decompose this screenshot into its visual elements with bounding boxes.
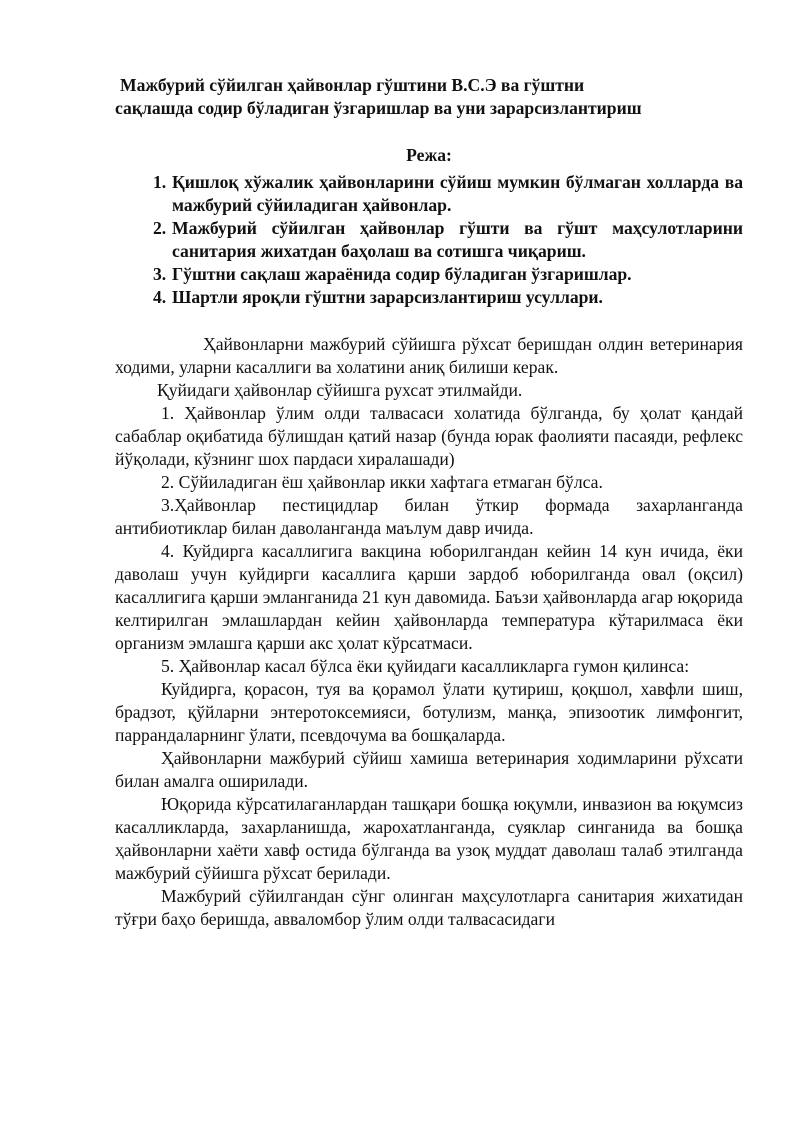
paragraph-item-5: 5. Ҳайвонлар касал бўлса ёки қуйидаги касалликларга гумон қилинса: xyxy=(161,656,690,676)
plan-list xyxy=(115,171,743,309)
title-line-2: сақлашда содир бўладиган ўзгаришлар ва уни зарарсизлантириш xyxy=(115,98,642,118)
paragraph-item-1: 1. Ҳайвонлар ўлим олди талвасаси холатида бўлганда, бу ҳолат қандай сабаблар оқибатида бўлишдан қатий назар (бунда юрак фаолияти пасаяди, рефлекс йўқолади, кўзнинг шох пардаси хиралашади) xyxy=(115,403,743,469)
paragraph-item-4: 4. Куйдирга касаллигига вакцина юборилгандан кейин 14 кун ичида, ёки даволаш учун куйдирги касаллига қарши зардоб юборилганда овал (оқсил) касаллигига қарши эмланганида 21 кун давомида. Баъзи ҳайвонларда агар юқорида келтирилган эмлашлардан кейин ҳайвонларда температура кўтарилмаса ёки организм эмлашга қарши акс ҳолат кўрсатмаси. xyxy=(115,541,743,653)
paragraph-item-3: 3.Ҳайвонлар пестицидлар билан ўткир формада захарланганда антибиотиклар билан даволанганда маълум давр ичида. xyxy=(115,495,743,538)
plan-item-3 xyxy=(153,263,743,286)
paragraph-permission: Ҳайвонларни мажбурий сўйиш хамиша ветеринария ходимларини рўхсати билан амалга оширилади. xyxy=(115,748,743,791)
document-body xyxy=(115,333,743,931)
paragraph-intro: Ҳайвонларни мажбурий сўйишга рўхсат беришдан олдин ветеринария ходими, уларни касаллиги ва холатини аниқ билиши керак. xyxy=(115,334,743,377)
title-line-1: Мажбурий сўйилган ҳайвонлар гўштини В.С.Э ва гўштни xyxy=(120,75,585,95)
document-title xyxy=(115,74,743,120)
paragraph-other-cases: Юқорида кўрсатилаганлардан ташқари бошқа юқумли, инвазион ва юқумсиз касалликларда, захарланишда, жарохатланганда, суяклар синганида ва бошқа ҳайвонларни хаёти хавф остида бўлганда ва узоқ муддат даволаш талаб этилганда мажбурий сўйишга рўхсат берилади. xyxy=(115,794,743,883)
plan-heading: Режа: xyxy=(406,145,452,165)
plan-item-number: 3. xyxy=(153,264,167,284)
plan-item-text: Гўштни сақлаш жараёнида содир бўладиган ўзгаришлар. xyxy=(172,264,632,284)
document-page xyxy=(115,74,743,931)
paragraph-assessment: Мажбурий сўйилгандан сўнг олинган маҳсулотларга санитария жихатидан тўғри баҳо беришда, авваломбор ўлим олди талвасасидаги xyxy=(115,886,743,929)
paragraph-prohibited: Қуйидаги ҳайвонлар сўйишга рухсат этилмайди. xyxy=(157,380,523,400)
plan-item-number: 2. xyxy=(153,218,167,238)
paragraph-item-2: 2. Сўйиладиган ёш ҳайвонлар икки хафтага етмаган бўлса. xyxy=(161,472,603,492)
plan-item-text: Шартли яроқли гўштни зарарсизлантириш усуллари. xyxy=(172,287,603,307)
plan-item-2 xyxy=(153,217,743,263)
plan-item-number: 1. xyxy=(153,172,167,192)
paragraph-disease-list: Куйдирга, қорасон, туя ва қорамол ўлати қутириш, қоқшол, хавфли шиш, брадзот, қўйларни энтеротоксемияси, ботулизм, манқа, эпизоотик лимфонгит, паррандаларнинг ўлати, псевдочума ва бошқаларда. xyxy=(115,679,743,745)
plan-item-4 xyxy=(153,286,743,309)
plan-item-text: Қишлоқ хўжалик ҳайвонларини сўйиш мумкин бўлмаган холларда ва мажбурий сўйиладиган ҳайвонлар. xyxy=(172,172,743,215)
plan-item-text: Мажбурий сўйилган ҳайвонлар гўшти ва гўшт маҳсулотларини санитария жихатдан баҳолаш ва сотишга чиқариш. xyxy=(172,218,743,261)
plan-item-number: 4. xyxy=(153,287,167,307)
plan-item-1 xyxy=(153,171,743,217)
